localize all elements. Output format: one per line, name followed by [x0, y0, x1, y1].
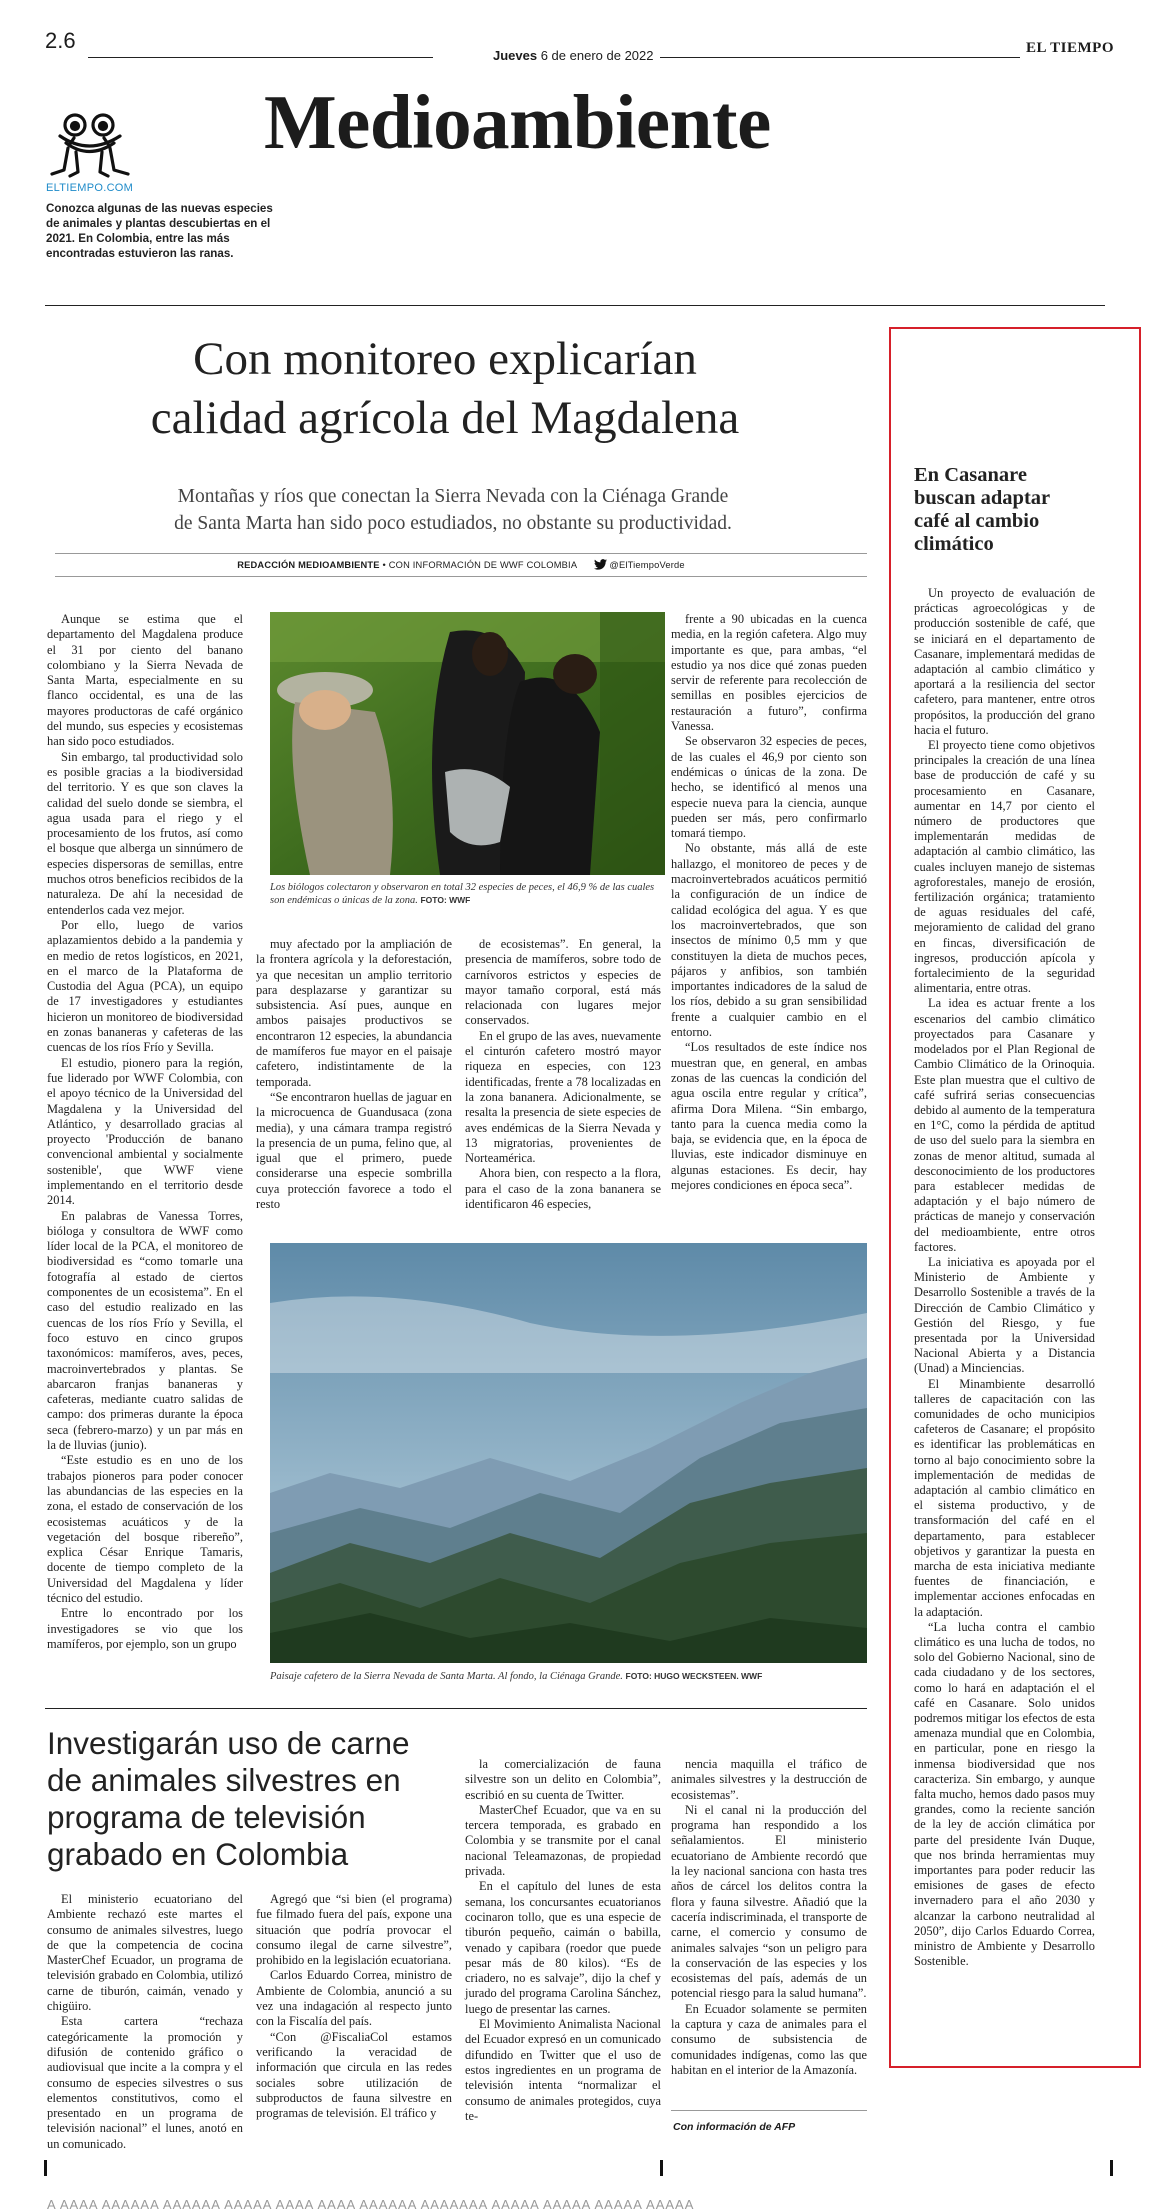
site-link[interactable]: ELTIEMPO.COM [46, 182, 134, 194]
footer-mark-left [44, 2160, 47, 2176]
main-deck [78, 483, 828, 537]
paragraph: la comercialización de fauna silvestre son un delito en Colombia”, escribió en su cuenta de Twitter. [465, 1757, 661, 1802]
issue-date-day: Jueves [493, 48, 538, 63]
photo1-caption [270, 881, 670, 907]
footer-mark-right [1110, 2160, 1113, 2176]
second-headline-line4: grabado en Colombia [47, 1836, 349, 1872]
main-article-column-4 [671, 612, 867, 1193]
byline [55, 559, 867, 572]
paragraph: “La lucha contra el cambio climático es una lucha de todos, no solo del Gobierno Nacional, sino de cada ciudadano y de los sectores, como lo hará en adaptación el el café en Casanare. Solo unidos podremos mitigar los efectos de esta amenaza mundial que en Colombia, en particular, pone en riesgo la inmensa biodiversidad que nos caracteriza. Sin embargo, y aunque falta mucho, hemos dado pasos muy grandes, como la reciente sanción de la ley de acción climática por parte del presidente Iván Duque, que nos brinda herramientas muy importantes para poder reducir las emisiones de gases de efecto invernadero para el año 2030 y alcanzar la carbono neutralidad al 2050”, dijo Carlos Eduardo Correa, ministro de Ambiente y Desarrollo Sostenible. [914, 1619, 1095, 1969]
paragraph: Esta cartera “rechaza categóricamente la promoción y difusión de contenido gráfico o audiovisual que incite a la compra y el consumo de especies silvestres o sus elementos constitutivos, como el presentado en un programa de televisión nacional” el lunes, anotó en un comunicado. [47, 2014, 243, 2151]
main-article-column-3 [465, 937, 661, 1212]
second-headline-line1: Investigarán uso de carne [47, 1725, 410, 1761]
paragraph: No obstante, más allá de este hallazgo, el monitoreo de peces y de macroinvertebrados acuáticos permitió la configuración de un índice de calidad ecológica del agua. Y es que los macroinvertebrados, que son insectos de mínimo 0,5 mm y que constituyen la dieta de muchos peces, pájaros y anfibios, son también importantes indicadores de la salud de los ríos, debido a su gran sensibilidad frente a cualquier cambio en el entorno. [671, 841, 867, 1040]
sidebar-title-line4: climático [914, 533, 994, 555]
issue-date [493, 48, 654, 63]
photo-coffee-landscape [270, 1243, 867, 1663]
sidebar-title [914, 464, 1124, 556]
main-article-column-1 [47, 612, 243, 1652]
paragraph: “Con @FiscaliaCol estamos verificando la veracidad de información que circula en las redes sociales sobre utilización de subproductos de fauna silvestre en programas de televisión. El tráfico y [256, 2029, 452, 2121]
paragraph: Ahora bien, con respecto a la flora, para el caso de la zona bananera se identificaron 46 especies, [465, 1166, 661, 1212]
header-rule-left [88, 57, 433, 58]
paragraph: En palabras de Vanessa Torres, bióloga y consultora de WWF como líder local de la PCA, el monitoreo de biodiversidad es “como tomarle una fotografía al estado de ciertos componentes de un ecosistema”. En el caso del estudio realizado en las cuencas de los ríos Frío y Sevilla, el foco estuvo en cinco grupos taxonómicos: mamíferos, aves, peces, macroinvertebrados y plantas. Se abarcaron franjas bananeras y cafeteras, mediante cuatro salidas de campo: dos primeras durante la época seca (febrero-marzo) y un par más en la de lluvias (junio). [47, 1208, 243, 1453]
photo2-credit: FOTO: HUGO WECKSTEEN. WWF [625, 1671, 763, 1681]
paragraph: Por ello, luego de varios aplazamientos debido a la pandemia y en medio de retos logísticos, en 2021, en el marco de la Plataforma de Custodia del Agua (PCA), un equipo de 17 investigadores y estudiantes hicieron un monitoreo de biodiversidad en zonas bananeras y cafeteras de las cuencas de los ríos Frío y Sevilla. [47, 917, 243, 1055]
main-headline-line2: calidad agrícola del Magdalena [150, 392, 740, 444]
photo1-credit: FOTO: WWF [420, 895, 471, 905]
photo-biologists [270, 612, 665, 875]
paragraph: nencia maquilla el tráfico de animales silvestres y la destrucción de ecosistemas”. [671, 1757, 867, 1802]
paragraph: El ministerio ecuatoriano del Ambiente rechazó este martes el consumo de animales silvestres, luego de que la competencia de cocina MasterChef Ecuador, un programa de televisión grabado en Colombia, utilizó carne de tiburón, caimán, venado y chigüiro. [47, 1892, 243, 2014]
paragraph: En Ecuador solamente se permiten la captura y caza de animales para el consumo de subsistencia de comunidades indígenas, como las que habitan en el interior de la Amazonía. [671, 2001, 867, 2077]
second-article-column-1 [47, 1892, 243, 2152]
photo1-caption-text: Los biólogos colectaron y observaron en total 32 especies de peces, el 46,9 % de las cuales son endémicas o únicas de la zona. [270, 882, 655, 906]
header-bottom-rule [45, 305, 1105, 306]
second-article-column-2 [256, 1892, 452, 2121]
sidebar-title-line3: café al cambio [914, 510, 1040, 532]
main-deck-line2: de Santa Marta han sido poco estudiados, no obstante su productividad. [174, 513, 732, 534]
byline-rule-top [55, 553, 867, 554]
main-article-column-2 [256, 937, 452, 1212]
main-deck-line1: Montañas y ríos que conectan la Sierra Nevada con la Ciénaga Grande [177, 486, 729, 507]
paragraph: Entre lo encontrado por los investigadores se vio que los mamíferos, por ejemplo, son un grupo [47, 1606, 243, 1651]
footer-cropped-text: A AAAA AAAAAA AAAAAA AAAAA AAAA AAAA AAAAAA AAAAAAA AAAAA AAAAA AAAAA AAAAA [47, 2197, 695, 2212]
paragraph: MasterChef Ecuador, que va en su tercera temporada, es grabado en Colombia y se transmite por el canal nacional Teleamazonas, de propiedad privada. [465, 1802, 661, 1879]
photo2-caption [270, 1670, 870, 1683]
second-article-column-4 [671, 1757, 867, 2078]
paragraph: Ni el canal ni la producción del programa han respondido a los señalamientos. El ministerio ecuatoriano de Ambiente recordó que la ley nacional sanciona con hasta tres años de cárcel los delitos contra la flora y fauna silvestre. Añadió que la cacería indiscriminada, el transporte de carne, el comercio y consumo de animales salvajes “son un peligro para la conservación de las especies y los ecosistemas del país, además de un potencial riesgo para la salud humana”. [671, 1802, 867, 2001]
twitter-icon [594, 559, 607, 572]
section-teaser: Conozca algunas de las nuevas especies de animales y plantas descubiertas en el 2021. En Colombia, entre las más encontradas estuvieron las ranas. [46, 202, 273, 260]
section-title: Medioambiente [264, 79, 771, 165]
paragraph: En el capítulo del lunes de esta semana, los concursantes ecuatorianos cocinaron tollo, que es una especie de tiburón pequeño, caimán o babilla, venado y capibara (roedor que puede pesar más de 80 kilos). “Es de criadero, no es salvaje”, dijo la chef y jurado del programa Carolina Sánchez, luego de presentar las carnes. [465, 1879, 661, 2016]
paragraph: La idea es actuar frente a los escenarios del cambio climático proyectados para Casanare y modelados por el Plan Regional de Cambio Climático de la Orinoquia. Este plan muestra que el cultivo de café sufrirá serias consecuencias debido al aumento de la temperatura en 1°C, como la pérdida de aptitud de uso del suelo para la siembra en zonas de menor altitud, sumada al desconocimiento de los productores para establecer medidas de adaptación y el bajo número de prácticas de manejo y conservación del medioambiente, entre otros factores. [914, 996, 1095, 1254]
paragraph: Aunque se estima que el departamento del Magdalena produce el 31 por ciento del banano colombiano y la Sierra Nevada de Santa Marta, especialmente en su flanco occidental, es una de las mayores productoras de café orgánico del mundo, sus especies y ecosistemas han sido poco estudiados. [47, 612, 243, 749]
credit-rule [671, 2110, 867, 2111]
paragraph: La iniciativa es apoyada por el Ministerio de Ambiente y Desarrollo Sostenible a través de la Dirección de Cambio Climático y Gestión del Riesgo, y fue presentada por la Universidad Nacional Abierta y a Distancia (Unad) a Minciencias. [914, 1254, 1095, 1376]
sidebar-body [914, 586, 1095, 1969]
article-divider-rule [45, 1708, 867, 1709]
paragraph: Se observaron 32 especies de peces, de las cuales el 46,9 por ciento son endémicas o únicas de la zona. De hecho, se identificó al menos una especie nueva para la ciencia, aunque pueden ser más, pero confirmarlo tomará tiempo. [671, 734, 867, 841]
paragraph: Un proyecto de evaluación de prácticas agroecológicas y de producción sostenible de café, que se iniciará en el departamento de Casanare, implementará medidas de adaptación al cambio climático y aportará a la resiliencia del sector cafetero, para mantener, entre otros propósitos, la producción del grano hacia el futuro. [914, 586, 1095, 737]
paragraph: El Movimiento Animalista Nacional del Ecuador expresó en un comunicado difundido en Twitter que el uso de estos ingredientes en un programa de televisión intenta “normalizar el consumo de animales protegidos, cuya te- [465, 2017, 661, 2123]
main-headline [55, 330, 835, 448]
photo2-caption-text: Paisaje cafetero de la Sierra Nevada de Santa Marta. Al fondo, la Ciénaga Grande. [270, 1671, 623, 1682]
paragraph: El estudio, pionero para la región, fue liderado por WWF Colombia, con el apoyo técnico de la Universidad del Magdalena y la Universidad del Atlántico, y desarrollado gracias al proyecto 'Producción de banano convencional ambiental y socialmente sostenible', que WWF viene implementando en el territorio desde 2014. [47, 1055, 243, 1208]
paragraph: frente a 90 ubicadas en la cuenca media, en la región cafetera. Algo muy importante es que, para ambas, “el estudio ya nos dice qué zonas pueden servir de referente para recolección de semillas en posibles ejercicios de restauración a futuro”, confirma Vanessa. [671, 612, 867, 734]
paragraph: El proyecto tiene como objetivos principales la creación de una línea base de producción de café y su procesamiento en Casanare, aumentar en 14,7 por ciento el número de productores que implementarán medidas de adaptación al cambio climático, las cuales incluyen manejo de sistemas agroforestales, manejo de erosión, fertilización orgánica; tratamiento de aguas residuales del café, mejoramiento de calidad del grano en fincas, diversificación de ingresos, producción apícola y fortalecimiento de la seguridad alimentaria, entre otras. [914, 738, 1095, 996]
paragraph: de ecosistemas”. En general, la presencia de mamíferos, sobre todo de carnívoros estrictos y especies de mayor tamaño corporal, está más relacionada con lugares mejor conservados. [465, 937, 661, 1028]
paragraph: “Este estudio es en uno de los trabajos pioneros para poder conocer las abundancias de las especies en la zona, el estado de conservación de los ecosistemas acuáticos y de la vegetación del bosque ribereño”, explica César Enrique Tamaris, docente de tiempo completo de la Universidad del Magdalena y líder técnico del estudio. [47, 1453, 243, 1605]
sidebar-title-line1: En Casanare [914, 464, 1027, 486]
issue-date-rest: 6 de enero de 2022 [540, 48, 654, 63]
sidebar-title-line2: buscan adaptar [914, 487, 1051, 509]
paragraph: Sin embargo, tal productividad solo es posible gracias a la biodiversidad del territorio. Y es que son claves la calidad del suelo donde se siembra, el agua usada para el riego y el procesamiento de los frutos, así como el bosque que alberga un sinnúmero de especies dispersoras de semillas, entre muchos otros beneficios recibidos de la naturaleza. De ahí la necesidad de entenderlos cada vez mejor. [47, 749, 243, 917]
second-article-column-3 [465, 1757, 661, 2124]
paragraph: En el grupo de las aves, nuevamente el cinturón cafetero mostró mayor riqueza en especies, con 123 identificadas, frente a 78 localizadas en la zona bananera. Adicionalmente, se resalta la presencia de siete especies de aves endémicas de la Sierra Nevada y 13 migratorias, provenientes de Norteamérica. [465, 1028, 661, 1166]
second-headline-line3: programa de televisión [47, 1799, 366, 1835]
paragraph: “Los resultados de este índice nos muestran que, en general, en ambas zonas de las cuencas la condición del agua oscila entre regular y crítica”, afirma Dora Milena. “Sin embargo, tanto para la cuenca media como la baja, se evidencia que, en la época de lluvias, este indicador disminuye en algunas estaciones. Es decir, hay mejores condiciones en época seca”. [671, 1040, 867, 1192]
paragraph: muy afectado por la ampliación de la frontera agrícola y la deforestación, ya que necesitan un amplio territorio para desplazarse y garantizar su subsistencia. Así pues, aunque en ambos paisajes productivos se encontraron 12 especies, la abundancia de mamíferos fue mayor en el paisaje cafetero, indistintamente de la temporada. [256, 937, 452, 1089]
paragraph: Carlos Eduardo Correa, ministro de Ambiente de Colombia, anunció a su vez una indagación al respecto junto con la Fiscalía del país. [256, 1968, 452, 2029]
main-headline-line1: Con monitoreo explicarían [193, 333, 697, 385]
footer-mark-mid [660, 2160, 663, 2176]
second-headline [47, 1725, 447, 1873]
paragraph: El Minambiente desarrolló talleres de capacitación con las comunidades de ocho municipios cafeteros de Casanare; el propósito es identificar las problemáticas en torno al bajo conocimiento sobre la implementación de medidas de adaptación al cambio climático en el sistema productivo, y de transformación del café en el departamento, para establecer objetivos y garantizar la puesta en marcha de esta iniciativa mediante fuentes de financiación, e implementar acciones enfocadas en la adaptación. [914, 1376, 1095, 1619]
frog-logo-icon [46, 112, 136, 180]
paragraph: Agregó que “si bien (el programa) fue filmado fuera del país, expone una situación que podría provocar el consumo ilegal de carne silvestre”, prohibido en la legislación ecuatoriana. [256, 1892, 452, 1968]
header-rule-right [660, 57, 1020, 58]
byline-rule-bottom [55, 576, 867, 577]
second-article-credit: Con información de AFP [673, 2121, 796, 2133]
paragraph: “Se encontraron huellas de jaguar en la microcuenca de Guandusaca (zona media), y una cámara trampa registró la presencia de un puma, felino que, al igual que el primero, puede considerarse una especie sombrilla cuya protección favorece a todo el resto [256, 1089, 452, 1212]
byline-extra: • CON INFORMACIÓN DE WWF COLOMBIA [379, 560, 577, 570]
brand-logo-text: EL TIEMPO [1026, 40, 1114, 56]
page-number: 2.6 [45, 28, 76, 53]
twitter-handle[interactable]: @ElTiempoVerde [609, 560, 685, 570]
byline-author: REDACCIÓN MEDIOAMBIENTE [237, 560, 380, 570]
second-headline-line2: de animales silvestres en [47, 1762, 401, 1798]
